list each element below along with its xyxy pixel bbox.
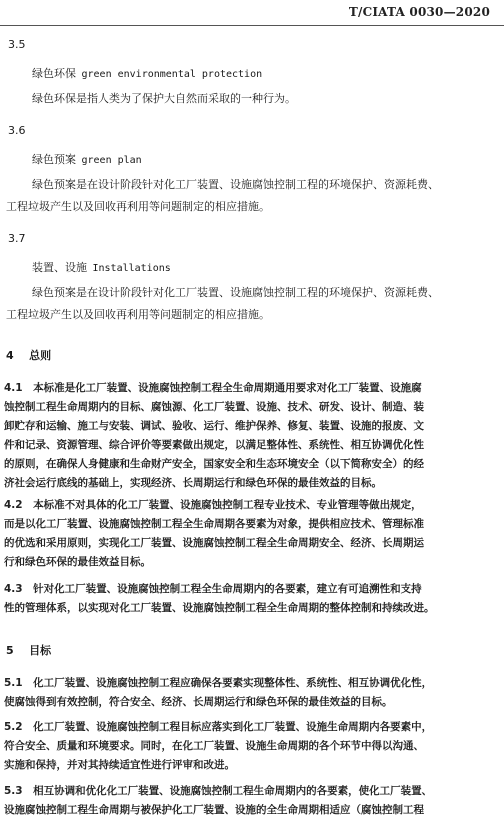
clause-line: 设施腐蚀控制工程生命周期与被保护化工厂装置、设施的全生命周期相适应（腐蚀控制工程 bbox=[4, 804, 424, 816]
definition-line: 绿色环保是指人类为了保护大自然而采取的一种行为。 bbox=[32, 92, 296, 105]
clause bbox=[4, 674, 494, 712]
section-title: 目标 bbox=[29, 644, 52, 657]
term-definition bbox=[6, 88, 494, 110]
document-code: T/CIATA 0030—2020 bbox=[348, 5, 490, 19]
section-heading bbox=[6, 347, 504, 363]
section-heading bbox=[6, 642, 504, 658]
clause-line: 4.3 针对化工厂装置、设施腐蚀控制工程全生命周期内的各要素，建立有可追溯性和支持 bbox=[4, 583, 422, 595]
term-chinese: 绿色预案 bbox=[32, 153, 76, 166]
section-title: 总则 bbox=[29, 349, 52, 362]
clause bbox=[4, 782, 494, 822]
term-definition bbox=[6, 282, 494, 326]
clause-line: 行和绿色环保的最佳效益目标。 bbox=[4, 556, 151, 568]
clause-line: 蚀控制工程生命周期内的目标、腐蚀源、化工厂装置、设施、技术、研发、设计、制造、装 bbox=[4, 401, 424, 413]
clause-line: 4.1 本标准是化工厂装置、设施腐蚀控制工程全生命周期通用要求对化工厂装置、设施腐 bbox=[4, 382, 422, 394]
clause-line: 的优选和采用原则，实现化工厂装置、设施腐蚀控制工程全生命周期安全、经济、长周期运 bbox=[4, 537, 424, 549]
clause-line: 使腐蚀得到有效控制，符合安全、经济、长周期运行和绿色环保的最佳效益的目标。 bbox=[4, 696, 393, 708]
term-chinese: 装置、设施 bbox=[32, 261, 87, 274]
clause bbox=[4, 379, 494, 493]
clause-line: 济社会运行底线的基础上，实现经济、长周期运行和绿色环保的最佳效益的目标。 bbox=[4, 477, 382, 489]
clause-line: 卸贮存和运输、施工与安装、调试、验收、运行、维护保养、修复、装置、设施的报废、文 bbox=[4, 420, 424, 432]
clause-line: 5.1 化工厂装置、设施腐蚀控制工程应确保各要素实现整体性、系统性、相互协调优化性， bbox=[4, 677, 433, 689]
section-number: 4 bbox=[6, 349, 14, 362]
clause-line: 实施和保持，并对其持续适宜性进行评审和改进。 bbox=[4, 759, 235, 771]
term-definition bbox=[6, 174, 494, 218]
term-title bbox=[32, 151, 504, 167]
term-number: 3.5 bbox=[8, 38, 26, 51]
clause-line: 件和记录、资源管理、综合评价等要素做出规定，以满足整体性、系统性、相互协调优化性 bbox=[4, 439, 424, 451]
header-rule bbox=[0, 25, 504, 26]
term-number: 3.7 bbox=[8, 232, 26, 245]
term-english: green plan bbox=[81, 155, 142, 166]
term-title bbox=[32, 259, 504, 275]
term-english: green environmental protection bbox=[81, 69, 263, 80]
term-english: Installations bbox=[92, 263, 171, 274]
clause bbox=[4, 718, 494, 775]
clause-line: 而是以化工厂装置、设施腐蚀控制工程全生命周期各要素为对象，提供相应技术、管理标准 bbox=[4, 518, 424, 530]
term-title bbox=[32, 65, 504, 81]
section-number: 5 bbox=[6, 644, 14, 657]
clause bbox=[4, 580, 494, 618]
clause-line: 性的管理体系，以实现对化工厂装置、设施腐蚀控制工程全生命周期的整体控制和持续改进。 bbox=[4, 602, 435, 614]
definition-line: 工程垃圾产生以及回收再利用等问题制定的相应措施。 bbox=[6, 200, 270, 213]
definition-line: 绿色预案是在设计阶段针对化工厂装置、设施腐蚀控制工程的环境保护、资源耗费、 bbox=[32, 286, 439, 299]
term-chinese: 绿色环保 bbox=[32, 67, 76, 80]
clause-line: 5.2 化工厂装置、设施腐蚀控制工程目标应落实到化工厂装置、设施生命周期内各要素中， bbox=[4, 721, 433, 733]
clause-line: 5.3 相互协调和优化化工厂装置、设施腐蚀控制工程生命周期内的各要素，使化工厂装置、 bbox=[4, 785, 433, 797]
clause-line: 符合安全、质量和环境要求。同时，在化工厂装置、设施生命周期的各个环节中得以沟通、 bbox=[4, 740, 424, 752]
clause-line: 的原则，在确保人身健康和生命财产安全，国家安全和生态环境安全（以下简称安全）的经 bbox=[4, 458, 424, 470]
term-number: 3.6 bbox=[8, 124, 26, 137]
definition-line: 绿色预案是在设计阶段针对化工厂装置、设施腐蚀控制工程的环境保护、资源耗费、 bbox=[32, 178, 439, 191]
clause-line: 4.2 本标准不对具体的化工厂装置、设施腐蚀控制工程专业技术、专业管理等做出规定， bbox=[4, 499, 422, 511]
clause bbox=[4, 496, 494, 572]
definition-line: 工程垃圾产生以及回收再利用等问题制定的相应措施。 bbox=[6, 308, 270, 321]
